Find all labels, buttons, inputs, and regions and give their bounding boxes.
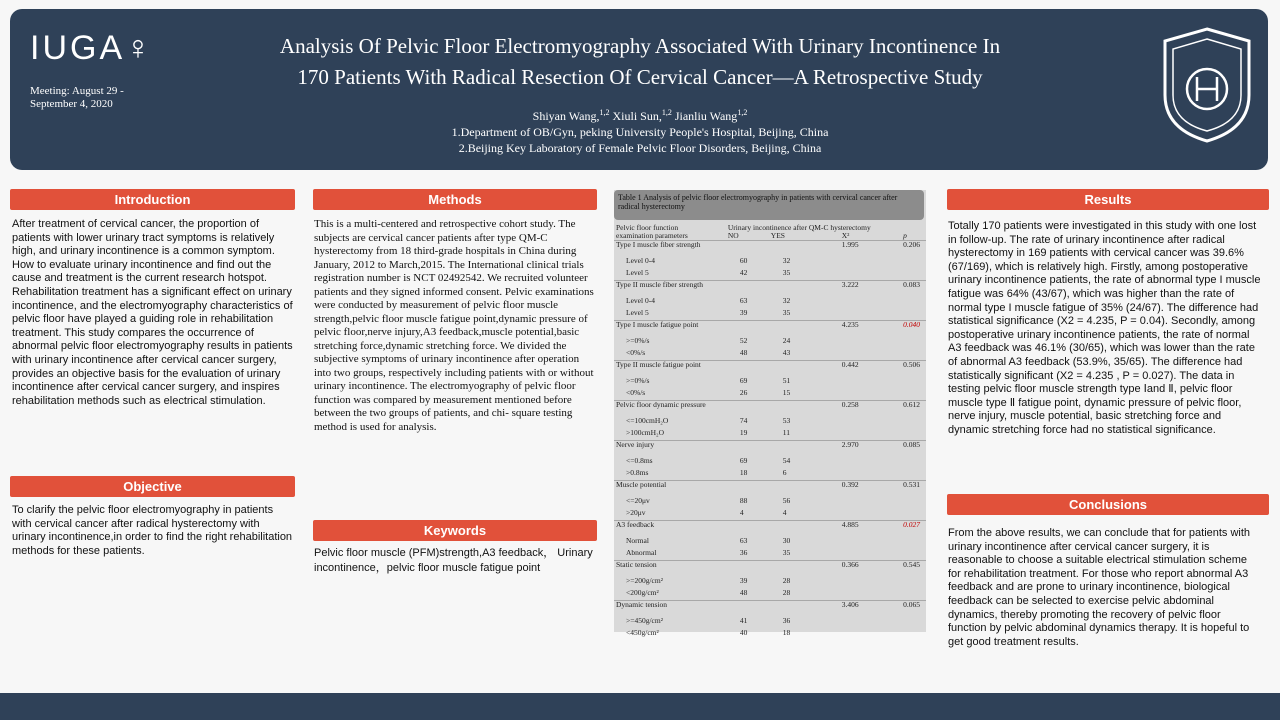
table-cell-p (901, 377, 926, 389)
objective-heading: Objective (10, 476, 295, 497)
table-cell-p (901, 309, 926, 321)
table-cell-label: Level 5 (626, 307, 649, 317)
conclusions-text: From the above results, we can conclude that for patients with urinary incontinence after cervical cancer surgery, it is reasonable to choose a suitable electrical stimulation scheme for rehabilitation treatment. For those who report abnormal A3 feedback and are prone to urinary incontinence, biological feedback can be selected to exercise pelvic abdominal dynamics, thereby promoting the recovery of pelvic floor function by pelvic abdominal dynamics therapy. It is hopeful to get good treatment results. (948, 527, 1251, 648)
table-cell-yes: 30 (782, 535, 791, 545)
table-row (614, 629, 926, 641)
hospital-seal-icon (1157, 25, 1257, 145)
table-cell-no: 69 (739, 375, 748, 385)
table-cell-no: 63 (739, 295, 748, 305)
table-row (614, 337, 926, 349)
table-cell-no: 48 (739, 347, 748, 357)
table-cell-no: 19 (739, 427, 748, 437)
table-cell-x2 (812, 257, 901, 269)
table-cell-x2 (812, 337, 901, 349)
table-cell-yes (769, 601, 812, 617)
table-row (614, 469, 926, 481)
table-cell-yes: 56 (782, 495, 791, 505)
table-cell-no (726, 601, 769, 617)
table-cell-label: >20μv (626, 507, 646, 517)
table-cell-label: Dynamic tension (614, 601, 726, 617)
poster-header (10, 9, 1268, 170)
table-cell-label: >=450g/cm² (626, 615, 663, 625)
table-cell-yes: 54 (782, 455, 791, 465)
table-cell-label: Level 5 (626, 267, 649, 277)
table-header-param: examination parameters (616, 231, 688, 240)
table-cell-x2: 2.970 (812, 441, 901, 457)
table-cell-label: Nerve injury (614, 441, 726, 457)
table-cell-yes (769, 441, 812, 457)
table-cell-x2 (812, 497, 901, 509)
table-cell-label: Level 0-4 (626, 255, 655, 265)
title-line-1: Analysis Of Pelvic Floor Electromyography Associated With Urinary Incontinence In (279, 34, 1001, 58)
table-cell-yes (769, 241, 812, 257)
table-cell-label: <=100cmH₂O (626, 415, 669, 425)
table-cell-x2 (812, 589, 901, 601)
table-cell-x2 (812, 429, 901, 441)
table-cell-p: 0.506 (901, 361, 926, 377)
table-cell-x2 (812, 577, 901, 589)
table-row (614, 349, 926, 361)
author-name: Xiuli Sun, (612, 109, 662, 123)
table-cell-x2: 1.995 (812, 241, 901, 257)
table-cell-no: 60 (739, 255, 748, 265)
table-category-row (614, 561, 926, 577)
table-cell-x2 (812, 549, 901, 561)
table-cell-label: Static tension (614, 561, 726, 577)
table-cell-no (726, 281, 769, 297)
table-row (614, 309, 926, 321)
table-cell-x2 (812, 457, 901, 469)
table-cell-p (901, 509, 926, 521)
table-cell-yes: 28 (782, 575, 791, 585)
table-cell-x2 (812, 377, 901, 389)
table-cell-yes: 15 (782, 387, 791, 397)
table-cell-p: 0.085 (901, 441, 926, 457)
author-name: Shiyan Wang, (532, 109, 600, 123)
table-cell-label: Level 0-4 (626, 295, 655, 305)
table-cell-no: 63 (739, 535, 748, 545)
table-cell-x2: 0.392 (812, 481, 901, 497)
table-cell-p (901, 257, 926, 269)
iuga-logo: IUGA♀ (30, 29, 154, 67)
table-cell-yes: 35 (782, 307, 791, 317)
table-cell-no: 41 (739, 615, 748, 625)
table-category-row (614, 481, 926, 497)
table-cell-yes (769, 561, 812, 577)
table-row (614, 377, 926, 389)
table-cell-p: 0.612 (901, 401, 926, 417)
table-cell-label: Type II muscle fatigue point (614, 361, 726, 377)
table-cell-yes: 4 (782, 507, 787, 517)
table-cell-x2 (812, 617, 901, 629)
table-category-row (614, 281, 926, 297)
introduction-text: After treatment of cervical cancer, the proportion of patients with lower urinary tract symptoms is relatively high, and urinary incontinence is a common symptom. How to evaluate urinary incontinence and find out the cause and treatment is the current research hotspot. Rehabilitation treatment has a significant effect on urinary incontinence, and the electromyography characteristics of pelvic floor have played a guiding role in rehabilitation treatment. This study compares the occurrence of abnormal pelvic floor electromyography results in patients with urinary incontinence after cervical cancer surgery, provides an objective basis for the evaluation of urinary incontinence after cervical cancer surgery, and inspires rehabilitation methods such as electrical stimulation. (12, 218, 293, 407)
table-cell-label: <=20μv (626, 495, 650, 505)
table-cell-x2 (812, 417, 901, 429)
table-cell-no: 48 (739, 587, 748, 597)
table-cell-p (901, 617, 926, 629)
table-cell-p: 0.531 (901, 481, 926, 497)
table-cell-p (901, 577, 926, 589)
table-header-param: Pelvic floor function (616, 223, 679, 232)
table-cell-no (726, 321, 769, 337)
table-cell-label: Type II muscle fiber strength (614, 281, 726, 297)
table-cell-p (901, 269, 926, 281)
table-row (614, 269, 926, 281)
table-cell-no: 39 (739, 575, 748, 585)
table-row (614, 257, 926, 269)
table-cell-label: Abnormal (626, 547, 657, 557)
table-cell-no (726, 361, 769, 377)
table-cell-yes: 35 (782, 267, 791, 277)
table-cell-x2: 0.442 (812, 361, 901, 377)
table-cell-label: >=0%/s (626, 375, 650, 385)
table-category-row (614, 361, 926, 377)
table-cell-yes: 43 (782, 347, 791, 357)
table-cell-x2 (812, 629, 901, 641)
table-cell-label: Pelvic floor dynamic pressure (614, 401, 726, 417)
table-cell-no (726, 521, 769, 537)
table-cell-p (901, 389, 926, 401)
table-cell-label: Type I muscle fiber strength (614, 241, 726, 257)
table-row (614, 549, 926, 561)
table-cell-x2 (812, 509, 901, 521)
table-cell-p (901, 469, 926, 481)
table-header-yes: YES (770, 231, 785, 240)
table-cell-yes (769, 401, 812, 417)
methods-heading: Methods (313, 189, 597, 210)
table-cell-no: 39 (739, 307, 748, 317)
table-cell-p (901, 429, 926, 441)
table-cell-x2: 0.258 (812, 401, 901, 417)
table-cell-p (901, 349, 926, 361)
table-row (614, 617, 926, 629)
table-row (614, 389, 926, 401)
authors-block (180, 105, 1100, 156)
table-cell-p (901, 549, 926, 561)
table-cell-yes (769, 521, 812, 537)
table-row (614, 497, 926, 509)
table-cell-yes: 32 (782, 295, 791, 305)
results-heading: Results (947, 189, 1269, 210)
table-cell-x2 (812, 269, 901, 281)
affiliation-1: 1.Department of OB/Gyn, peking University People's Hospital, Beijing, China (451, 125, 829, 139)
keywords-text: Pelvic floor muscle (PFM)strength,A3 feedback， Urinary incontinence，pelvic floor muscle fatigue point (314, 547, 593, 574)
table-cell-no: 18 (739, 467, 748, 477)
table-row (614, 509, 926, 521)
table-cell-label: <0%/s (626, 387, 646, 397)
conclusions-heading: Conclusions (947, 494, 1269, 515)
author-affiliation: 1,2 (661, 108, 672, 117)
author-affiliation: 1,2 (599, 108, 610, 117)
table-cell-p (901, 629, 926, 641)
table-cell-label: Normal (626, 535, 649, 545)
table-cell-yes: 53 (782, 415, 791, 425)
table-cell-p: 0.027 (901, 521, 926, 537)
table-category-row (614, 601, 926, 617)
table-cell-yes: 32 (782, 255, 791, 265)
table-cell-p: 0.065 (901, 601, 926, 617)
table-cell-x2: 4.235 (812, 321, 901, 337)
table-cell-yes: 24 (782, 335, 791, 345)
table-cell-no: 40 (739, 627, 748, 637)
table-cell-x2 (812, 309, 901, 321)
table-cell-x2 (812, 389, 901, 401)
table-category-row (614, 241, 926, 257)
table-cell-label: Muscle potential (614, 481, 726, 497)
poster-footer (0, 693, 1280, 720)
table-cell-yes: 6 (782, 467, 787, 477)
table-cell-no: 88 (739, 495, 748, 505)
table-header-p: p (903, 231, 907, 240)
affiliation-2: 2.Beijing Key Laboratory of Female Pelvic Floor Disorders, Beijing, China (458, 141, 822, 155)
table-cell-yes (769, 481, 812, 497)
table-row (614, 457, 926, 469)
table-cell-yes: 28 (782, 587, 791, 597)
table-cell-yes: 35 (782, 547, 791, 557)
title-line-2: 170 Patients With Radical Resection Of Cervical Cancer—A Retrospective Study (297, 65, 983, 89)
table-cell-label: <0%/s (626, 347, 646, 357)
introduction-heading: Introduction (10, 189, 295, 210)
author-affiliation: 1,2 (737, 108, 748, 117)
table-cell-x2 (812, 349, 901, 361)
table-cell-label: >=0%/s (626, 335, 650, 345)
table-cell-x2: 4.885 (812, 521, 901, 537)
table-cell-label: >=200g/cm² (626, 575, 663, 585)
table-cell-p: 0.545 (901, 561, 926, 577)
table-cell-p (901, 457, 926, 469)
table-cell-label: <=0.8ms (626, 455, 653, 465)
table-row (614, 417, 926, 429)
table-cell-no: 4 (739, 507, 744, 517)
table-cell-yes: 36 (782, 615, 791, 625)
table-cell-p (901, 589, 926, 601)
table-cell-no: 52 (739, 335, 748, 345)
emg-table (614, 224, 926, 641)
table-row (614, 537, 926, 549)
table-category-row (614, 401, 926, 417)
table-row (614, 577, 926, 589)
table-cell-p (901, 537, 926, 549)
table-cell-no: 69 (739, 455, 748, 465)
table-cell-p (901, 417, 926, 429)
table-cell-no: 26 (739, 387, 748, 397)
table-cell-p: 0.206 (901, 241, 926, 257)
table-cell-p: 0.040 (901, 321, 926, 337)
keywords-heading: Keywords (313, 520, 597, 541)
results-text: Totally 170 patients were investigated in this study with one lost in follow-up. The rate of urinary incontinence after radical hysterectomy in 169 patients with cervical cancer was 39.6% (67/169), which is relatively high. Firstly, among postoperative urinary incontinence patients, the rate of abnormal type I muscle fatigue was 64% (43/67), which was higher than the rate of normal type I muscle fatigue of 35% (24/67). The difference had statistical significance (X2 = 4.235, P = 0.04). Secondly, among postoperative urinary incontinence patients, the rate of normal A3 feedback was 46.1% (30/65), which was lower than the rate of abnormal A3 feedback (53.9%, 35/65). The difference had statistically significant (X2 = 4.235 , P = 0.027). The data in testing pelvic floor muscle strength type Ⅰand Ⅱ, pelvic floor muscle type Ⅱ fatigue point, dynamic pressure of pelvic floor, nerve injury, muscle potential, basic stretching force and dynamic stretching force had no statistical significance. (948, 220, 1261, 436)
table-cell-yes: 11 (782, 427, 791, 437)
table-cell-label: >0.8ms (626, 467, 649, 477)
table-cell-no (726, 401, 769, 417)
table-cell-yes (769, 321, 812, 337)
table-caption: Table 1 Analysis of pelvic floor electromyography in patients with cervical cancer after radical hysterectomy (614, 190, 924, 220)
table-cell-x2: 0.366 (812, 561, 901, 577)
table-cell-p (901, 497, 926, 509)
objective-text: To clarify the pelvic floor electromyography in patients with cervical cancer after radical hysterectomy with urinary incontinence,in order to find the right rehabilitation methods for these patients. (12, 504, 293, 557)
table-cell-x2 (812, 469, 901, 481)
table-header-group: Urinary incontinence after QM-C hysterectomy (727, 223, 871, 232)
table-cell-p: 0.083 (901, 281, 926, 297)
table-cell-label: <200g/cm² (626, 587, 659, 597)
results-table (614, 190, 926, 637)
poster-title (180, 31, 1100, 93)
table-category-row (614, 441, 926, 457)
table-cell-no (726, 481, 769, 497)
table-cell-no (726, 561, 769, 577)
table-cell-label: >100cmH₂O (626, 427, 665, 437)
table-cell-x2 (812, 297, 901, 309)
table-cell-no: 42 (739, 267, 748, 277)
table-cell-label: <450g/cm² (626, 627, 659, 637)
table-cell-no: 36 (739, 547, 748, 557)
table-cell-yes: 51 (782, 375, 791, 385)
table-cell-no (726, 241, 769, 257)
table-cell-x2: 3.222 (812, 281, 901, 297)
table-cell-x2 (812, 537, 901, 549)
table-cell-x2: 3.406 (812, 601, 901, 617)
table-cell-p (901, 297, 926, 309)
table-cell-p (901, 337, 926, 349)
table-header-no: NO (727, 231, 739, 240)
table-cell-yes: 18 (782, 627, 791, 637)
author-list (180, 105, 1100, 124)
table-cell-no: 74 (739, 415, 748, 425)
meeting-dates: Meeting: August 29 - September 4, 2020 (30, 85, 124, 110)
table-row (614, 297, 926, 309)
table-cell-yes (769, 281, 812, 297)
table-row (614, 429, 926, 441)
table-cell-yes (769, 361, 812, 377)
author-name: Jianliu Wang (674, 109, 738, 123)
table-cell-label: Type I muscle fatigue point (614, 321, 726, 337)
methods-text: This is a multi-centered and retrospective cohort study. The subjects are cervical cancer patients after type QM-C hysterectomy from 18 third-grade hospitals in China during January, 2012 to March,2015. The International clinical trials registration number is NCT 02492542. We recruited volunteer patients and they signed informed consent. Pelvic examinations were conducted by measurement of pelvic floor muscle strength,pelvic floor muscle fatigue point,dynamic pressure of pelvic floor,nerve injury,A3 feedback,muscle potential,basic stretching force,dynamic stretching force. We divided the subjective symptoms of urinary incontinence after operation into two groups, respectively including patients with or without urinary incontinence. The electromyography of pelvic floor function was compared by measurement mentioned before between the two groups of patients, and chi- square testing method is used for analysis. (314, 218, 594, 433)
table-row (614, 589, 926, 601)
table-category-row (614, 521, 926, 537)
table-cell-label: A3 feedback (614, 521, 726, 537)
table-header-x2: X² (841, 231, 850, 240)
table-category-row (614, 321, 926, 337)
table-cell-no (726, 441, 769, 457)
